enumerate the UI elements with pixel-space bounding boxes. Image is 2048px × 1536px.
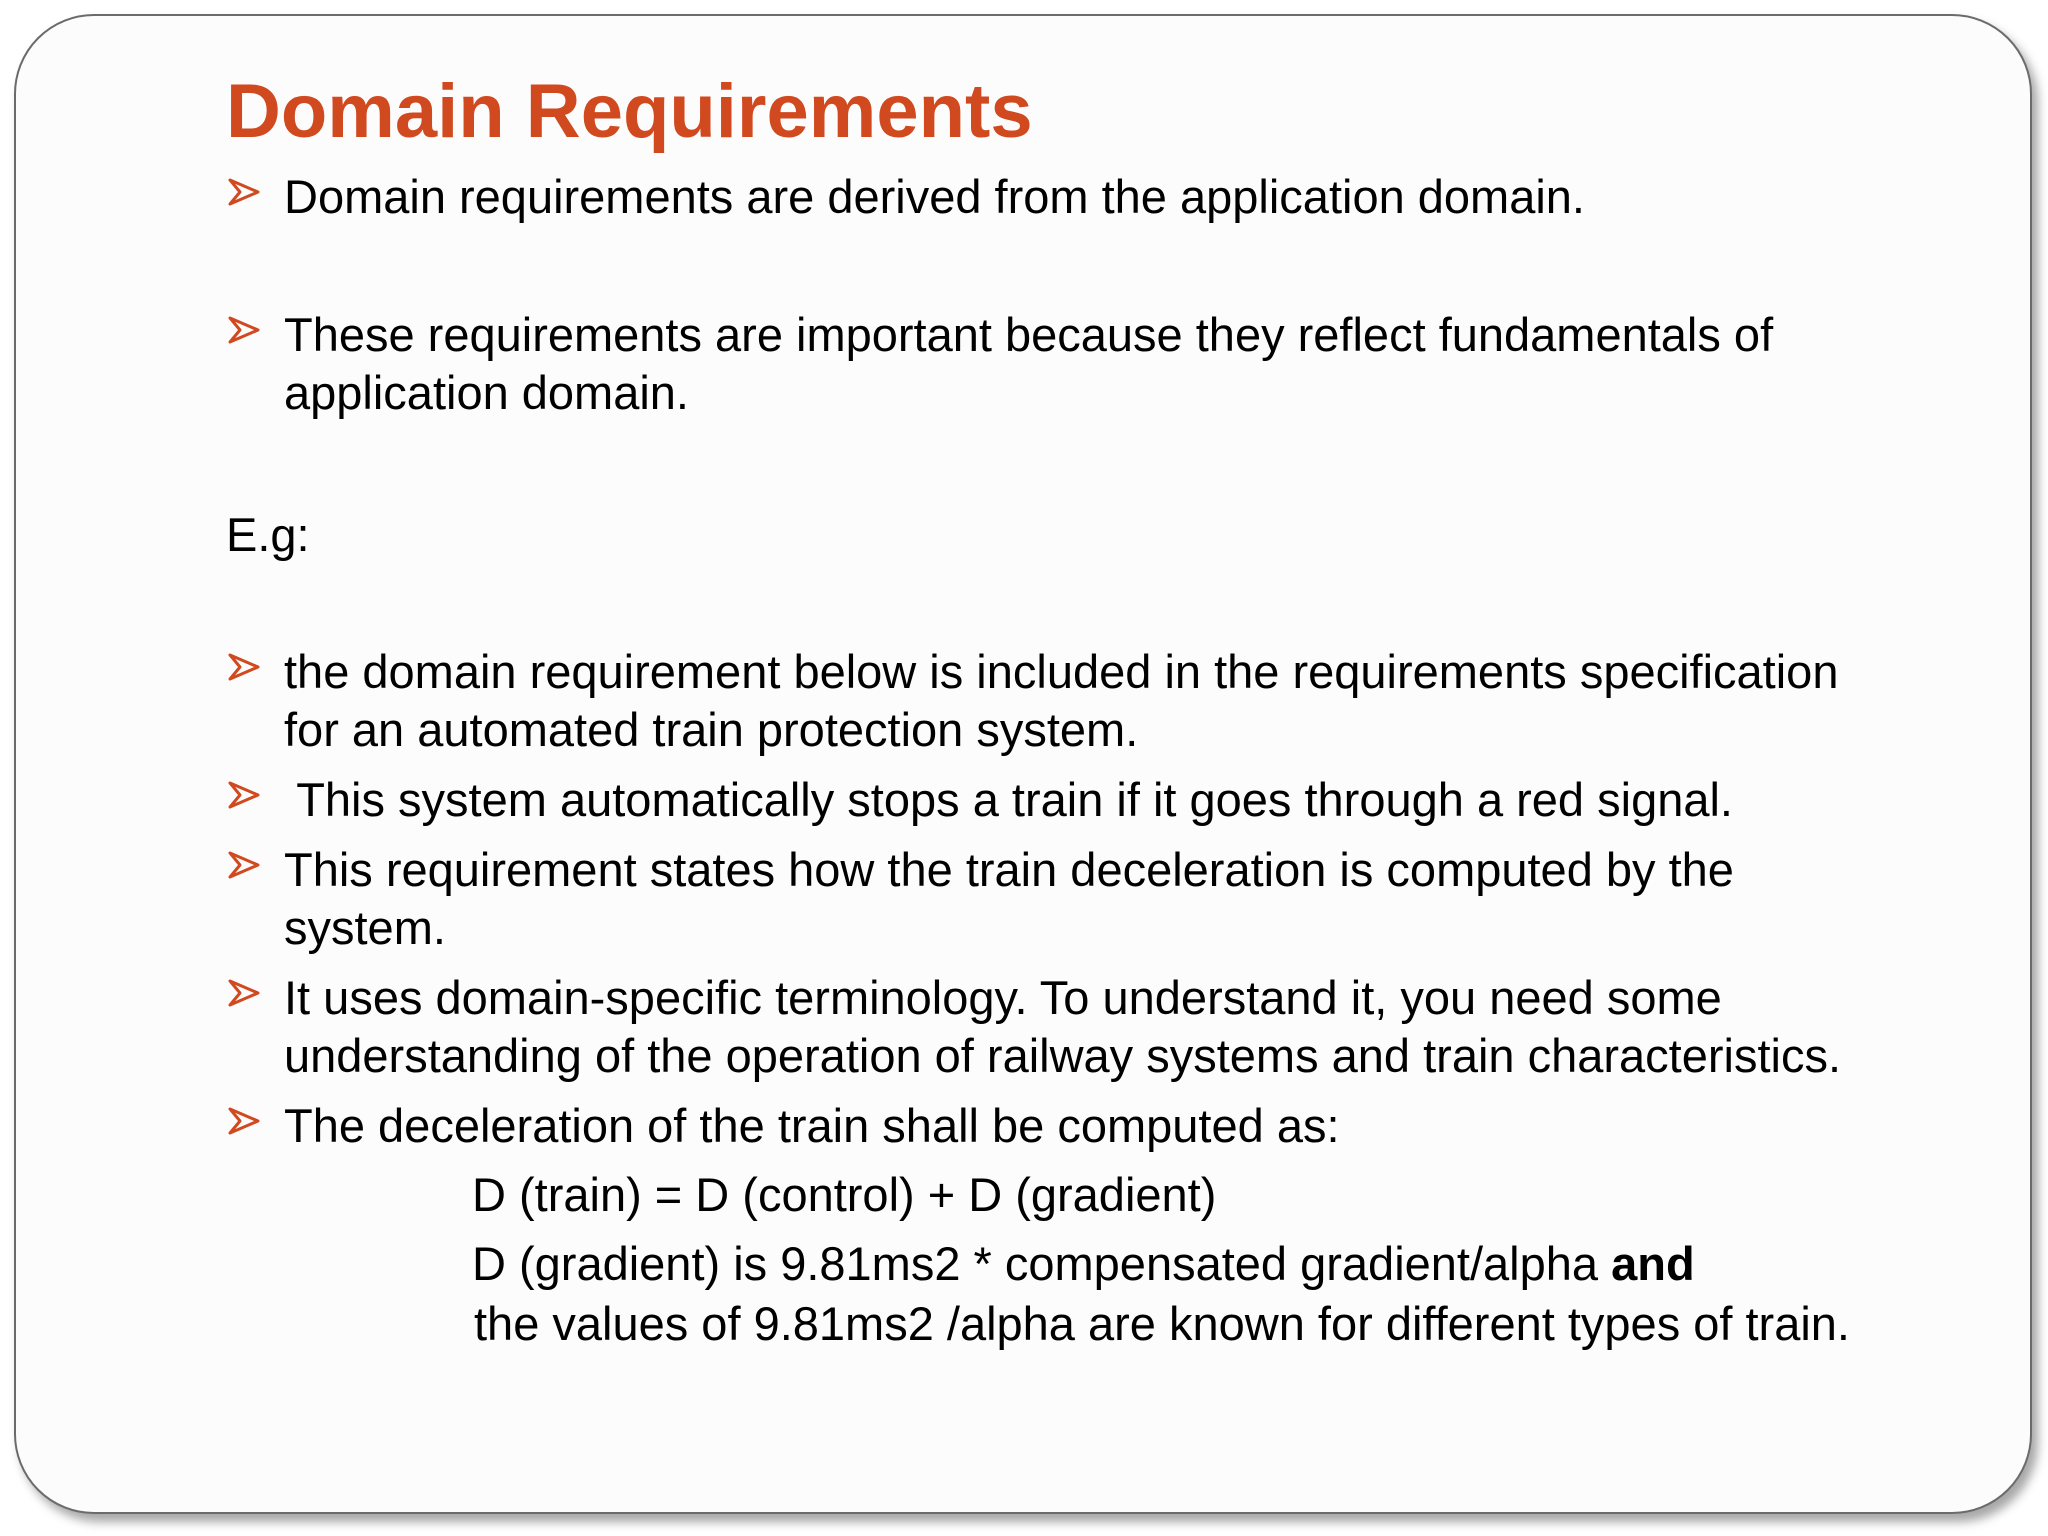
- arrow-bullet-icon: [226, 651, 262, 687]
- arrow-bullet-icon: [226, 849, 262, 885]
- arrow-bullet-icon: [226, 779, 262, 815]
- formula-text: D (gradient) is 9.81ms2 * compensated gradient/alpha: [472, 1237, 1612, 1290]
- bullet-text-continuation: application domain.: [284, 366, 689, 419]
- bullet-text: The deceleration of the train shall be computed as:: [284, 1099, 1340, 1152]
- formula-bold-word: and: [1611, 1237, 1695, 1290]
- formula-line: the values of 9.81ms2 /alpha are known for different types of train.: [474, 1297, 1850, 1350]
- arrow-bullet-icon: [226, 176, 262, 212]
- bullet-text: the domain requirement below is included in the requirements specification: [284, 645, 1839, 698]
- arrow-bullet-icon: [226, 1105, 262, 1141]
- slide-title: Domain Requirements: [226, 69, 1033, 154]
- bullet-text: This system automatically stops a train if it goes through a red signal.: [284, 773, 1733, 826]
- arrow-bullet-icon: [226, 977, 262, 1013]
- bullet-text: This requirement states how the train deceleration is computed by the: [284, 843, 1734, 896]
- formula-line: [472, 1235, 1695, 1293]
- bullet-text-continuation: for an automated train protection system.: [284, 703, 1139, 756]
- bullet-text-continuation: system.: [284, 901, 446, 954]
- bullet-text: It uses domain-specific terminology. To understand it, you need some: [284, 971, 1722, 1024]
- bullet-text-continuation: understanding of the operation of railway systems and train characteristics.: [284, 1029, 1842, 1082]
- formula-line: D (train) = D (control) + D (gradient): [472, 1168, 1217, 1221]
- arrow-bullet-icon: [226, 314, 262, 350]
- bullet-text: Domain requirements are derived from the application domain.: [284, 170, 1585, 223]
- bullet-text: These requirements are important because they reflect fundamentals of: [284, 308, 1774, 361]
- example-label: E.g:: [226, 508, 310, 561]
